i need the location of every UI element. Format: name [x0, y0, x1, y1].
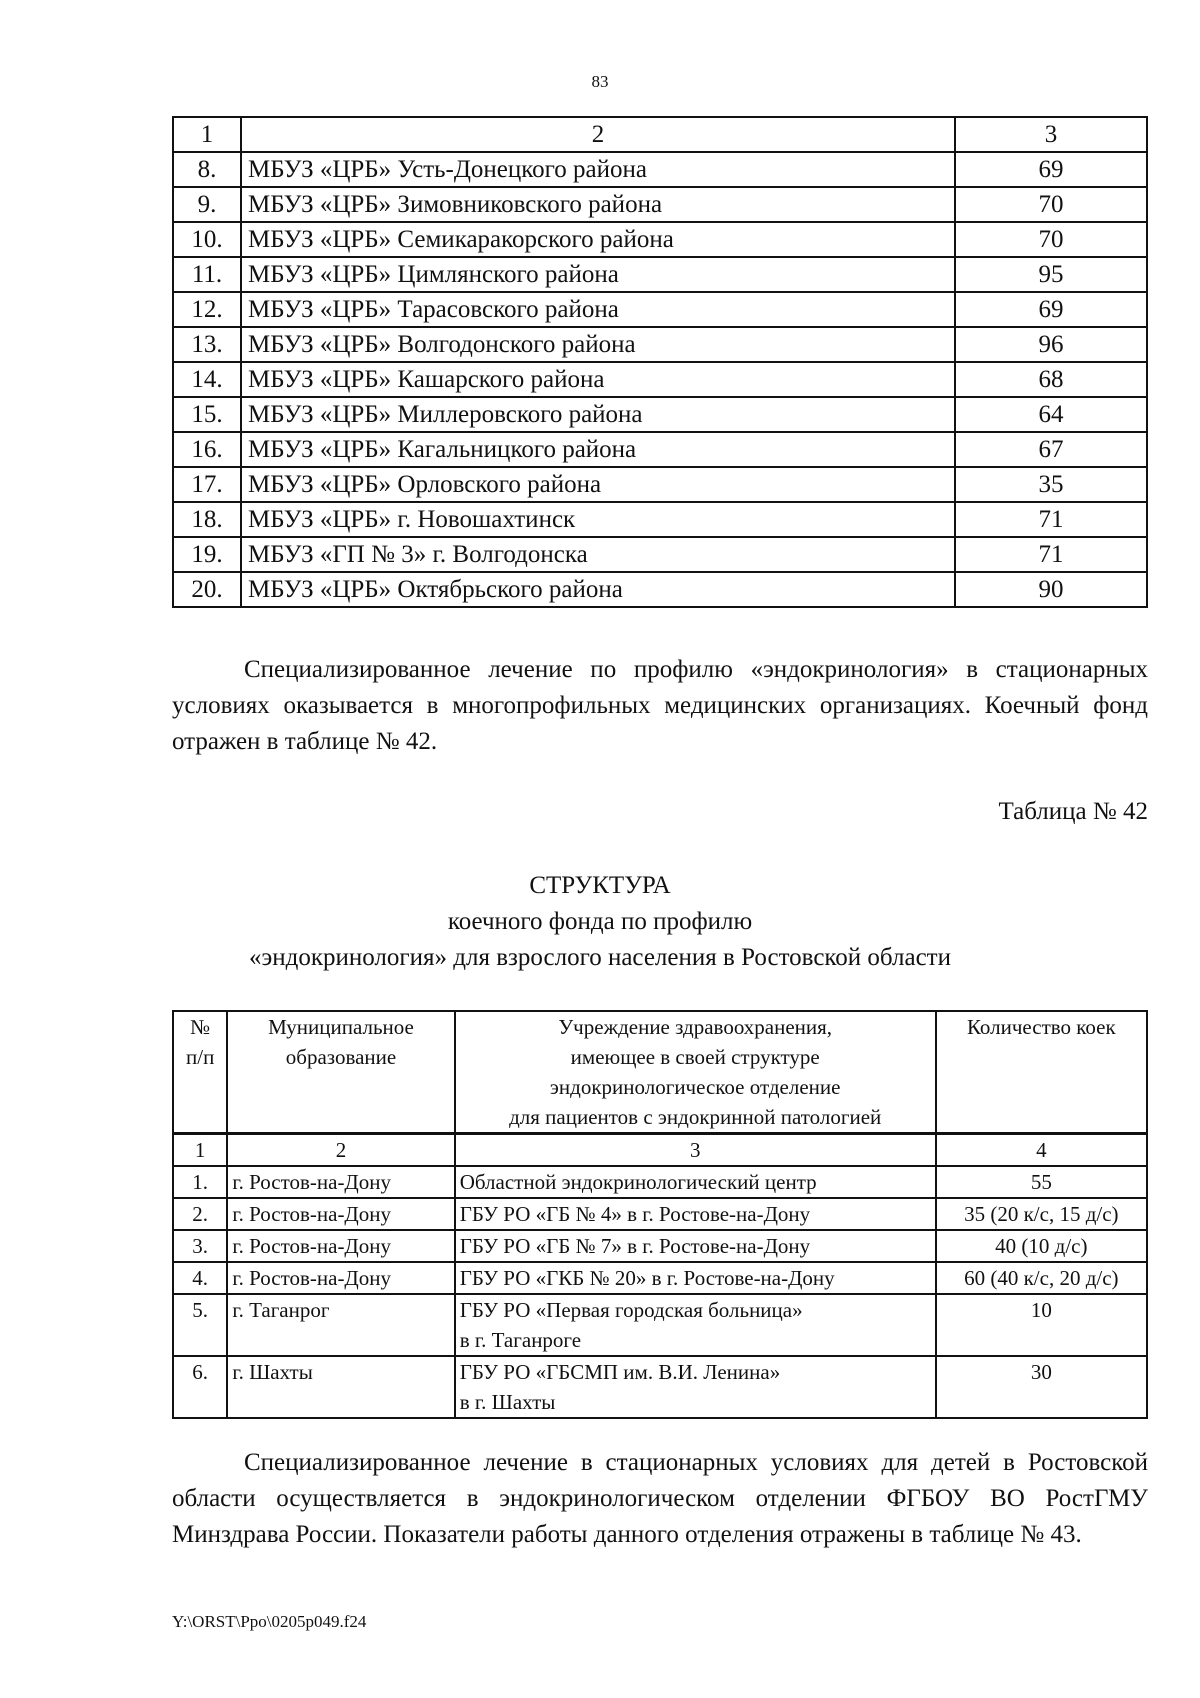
table-row — [173, 187, 1147, 222]
institution-name: МБУЗ «ЦРБ» г. Новошахтинск — [241, 502, 955, 537]
table-row — [173, 292, 1147, 327]
header-number: № п/п — [173, 1011, 227, 1134]
table-row — [173, 1198, 1147, 1230]
table-row — [173, 222, 1147, 257]
institution-name: МБУЗ «ЦРБ» Цимлянского района — [241, 257, 955, 292]
institution-name: МБУЗ «ЦРБ» Усть-Донецкого района — [241, 152, 955, 187]
row-number: 20. — [173, 572, 241, 607]
paragraph-children-treatment — [172, 1445, 1148, 1553]
institution-name: МБУЗ «ЦРБ» Кагальницкого района — [241, 432, 955, 467]
header-institution: Учреждение здравоохранения, имеющее в своей структуре эндокринологическое отделение для пациентов с эндокринной патологией — [455, 1011, 936, 1134]
table-row — [173, 502, 1147, 537]
table-row — [173, 257, 1147, 292]
table-row — [173, 1230, 1147, 1262]
institution-name: МБУЗ «ЦРБ» Октябрьского района — [241, 572, 955, 607]
column-number: 1 — [173, 1134, 227, 1167]
institution: ГБУ РО «Первая городская больница» в г. Таганроге — [455, 1294, 936, 1356]
institution-name: МБУЗ «ЦРБ» Зимовниковского района — [241, 187, 955, 222]
table-row — [173, 1262, 1147, 1294]
municipality: г. Ростов-на-Дону — [227, 1166, 454, 1198]
table-row — [173, 1166, 1147, 1198]
municipality: г. Ростов-на-Дону — [227, 1230, 454, 1262]
institution: ГБУ РО «ГБ № 4» в г. Ростове-на-Дону — [455, 1198, 936, 1230]
value-cell: 35 — [955, 467, 1147, 502]
row-number: 4. — [173, 1262, 227, 1294]
value-cell: 95 — [955, 257, 1147, 292]
value-cell: 70 — [955, 187, 1147, 222]
paragraph-text: Специализированное лечение в стационарных условиях для детей в Ростовской области осуществляется в эндокринологическом отделении ФГБОУ ВО РостГМУ Минздрава России. Показатели работы данного отделения отражены в таблице № 43. — [172, 1449, 1148, 1548]
table-header-row — [173, 1011, 1147, 1134]
table-title — [0, 868, 1200, 976]
table-row — [173, 1356, 1147, 1418]
institution-name: МБУЗ «ЦРБ» Тарасовского района — [241, 292, 955, 327]
institution-name: МБУЗ «ЦРБ» Волгодонского района — [241, 327, 955, 362]
row-number: 12. — [173, 292, 241, 327]
value-cell: 90 — [955, 572, 1147, 607]
value-cell: 96 — [955, 327, 1147, 362]
bed-count: 40 (10 д/с) — [936, 1230, 1147, 1262]
paragraph-text: Специализированное лечение по профилю «эндокринология» в стационарных условиях оказывается в многопрофильных медицинских организациях. Коечный фонд отражен в таблице № 42. — [172, 656, 1148, 755]
institution: ГБУ РО «ГБ № 7» в г. Ростове-на-Дону — [455, 1230, 936, 1262]
row-number: 10. — [173, 222, 241, 257]
municipality: г. Ростов-на-Дону — [227, 1198, 454, 1230]
row-number: 3. — [173, 1230, 227, 1262]
row-number: 19. — [173, 537, 241, 572]
title-line: «эндокринология» для взрослого населения в Ростовской области — [249, 944, 951, 971]
row-number: 5. — [173, 1294, 227, 1356]
institution: Областной эндокринологический центр — [455, 1166, 936, 1198]
municipality: г. Ростов-на-Дону — [227, 1262, 454, 1294]
row-number: 18. — [173, 502, 241, 537]
row-number: 11. — [173, 257, 241, 292]
paragraph-endocrinology-intro — [172, 652, 1148, 760]
header-municipality: Муниципальное образование — [227, 1011, 454, 1134]
file-path-footer: Y:\ORST\Ppo\0205p049.f24 — [172, 1612, 367, 1631]
row-number: 14. — [173, 362, 241, 397]
row-number: 8. — [173, 152, 241, 187]
bed-count: 35 (20 к/с, 15 д/с) — [936, 1198, 1147, 1230]
value-cell: 69 — [955, 292, 1147, 327]
institution: ГБУ РО «ГБСМП им. В.И. Ленина» в г. Шахты — [455, 1356, 936, 1418]
bed-count: 10 — [936, 1294, 1147, 1356]
table-row — [173, 537, 1147, 572]
value-cell: 67 — [955, 432, 1147, 467]
institution-name: МБУЗ «ЦРБ» Орловского района — [241, 467, 955, 502]
title-line: коечного фонда по профилю — [447, 908, 753, 935]
value-cell: 71 — [955, 537, 1147, 572]
bed-fund-table — [172, 1010, 1148, 1419]
column-number: 3 — [455, 1134, 936, 1167]
row-number: 6. — [173, 1356, 227, 1418]
institution-name: МБУЗ «ЦРБ» Кашарского района — [241, 362, 955, 397]
table-row — [173, 572, 1147, 607]
row-number: 13. — [173, 327, 241, 362]
row-number: 9. — [173, 187, 241, 222]
institution-name: МБУЗ «ЦРБ» Семикаракорского района — [241, 222, 955, 257]
value-cell: 68 — [955, 362, 1147, 397]
row-number: 2. — [173, 1198, 227, 1230]
header-cell: 3 — [955, 117, 1147, 152]
row-number: 15. — [173, 397, 241, 432]
title-line: СТРУКТУРА — [529, 872, 671, 899]
value-cell: 69 — [955, 152, 1147, 187]
table-row — [173, 467, 1147, 502]
row-number: 16. — [173, 432, 241, 467]
table-row — [173, 1294, 1147, 1356]
header-bed-count: Количество коек — [936, 1011, 1147, 1134]
table-row — [173, 327, 1147, 362]
bed-count: 60 (40 к/с, 20 д/с) — [936, 1262, 1147, 1294]
bed-count: 55 — [936, 1166, 1147, 1198]
column-number: 2 — [227, 1134, 454, 1167]
institution: ГБУ РО «ГКБ № 20» в г. Ростове-на-Дону — [455, 1262, 936, 1294]
table-row — [173, 152, 1147, 187]
column-number-row — [173, 1134, 1147, 1167]
bed-count: 30 — [936, 1356, 1147, 1418]
value-cell: 70 — [955, 222, 1147, 257]
page-number: 83 — [591, 72, 609, 91]
institution-name: МБУЗ «ЦРБ» Миллеровского района — [241, 397, 955, 432]
hospital-table-continued — [172, 116, 1148, 608]
column-number: 4 — [936, 1134, 1147, 1167]
institution-name: МБУЗ «ГП № 3» г. Волгодонска — [241, 537, 955, 572]
table-row — [173, 397, 1147, 432]
header-cell: 1 — [173, 117, 241, 152]
value-cell: 71 — [955, 502, 1147, 537]
header-cell: 2 — [241, 117, 955, 152]
municipality: г. Таганрог — [227, 1294, 454, 1356]
table-row — [173, 362, 1147, 397]
value-cell: 64 — [955, 397, 1147, 432]
municipality: г. Шахты — [227, 1356, 454, 1418]
row-number: 1. — [173, 1166, 227, 1198]
table-caption: Таблица № 42 — [998, 798, 1148, 825]
table-row — [173, 432, 1147, 467]
row-number: 17. — [173, 467, 241, 502]
table-header-row — [173, 117, 1147, 152]
